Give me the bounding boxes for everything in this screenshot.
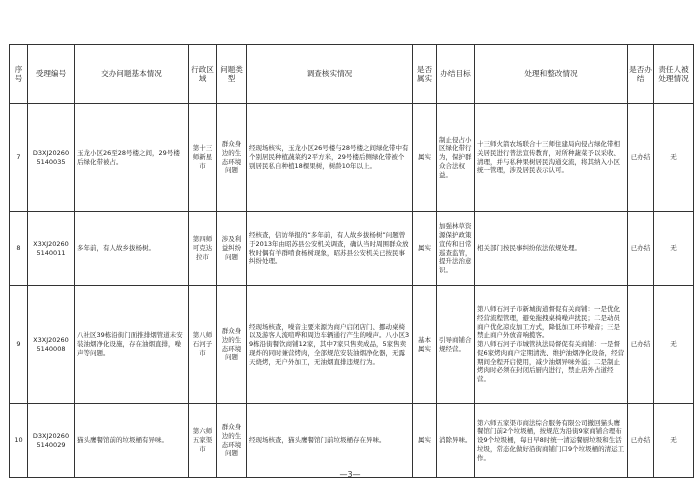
cell-responsible: 无 xyxy=(654,104,694,212)
cell-type: 群众身边的生态环境问题 xyxy=(217,104,247,212)
cell-true: 属实 xyxy=(413,104,437,212)
cell-type: 涉及利益纠纷问题 xyxy=(217,212,247,286)
cell-problem: 玉龙小区26至28号楼之间，29号楼后绿化带被占。 xyxy=(75,104,189,212)
cell-id: D3XJ20260 5140035 xyxy=(28,104,75,212)
header-seq: 序号 xyxy=(10,45,28,104)
cell-problem: 多年前，有人故乡拔杨树。 xyxy=(75,212,189,286)
cell-responsible: 无 xyxy=(654,212,694,286)
header-done: 是否办结 xyxy=(628,45,654,104)
cell-region: 第四师可克达拉市 xyxy=(189,212,217,286)
header-responsible: 责任人被处理情况 xyxy=(654,45,694,104)
cell-handling: 第六师五家渠市商法综合服务有限公司撤回猫头鹰餐馆门前2个垃圾桶，按规范为沿街9家商铺合理布设9个垃圾桶，每日早8时统一清运餐厨垃圾和生活垃圾，常态化做好沿街商铺门口9个垃圾桶的清运工作。 xyxy=(475,404,628,478)
cell-seq: 9 xyxy=(10,286,28,404)
cell-investigation: 经现场核查，噪音主要来源为商户启闭店门、挪动桌椅以及游客人流喧哗和周边车辆通行产生的噪声。八小区39栋沿街餐饮商铺12家，其中7家只售卖成品，5家售卖现炸的同时兼营烤肉，全部规范安装油烟净化器，无露天烧烤，无户外加工，无油烟直排违规行为。 xyxy=(247,286,413,404)
cell-done: 已办结 xyxy=(628,286,654,404)
cell-goal: 引导商铺合规经营。 xyxy=(437,286,475,404)
header-id: 受理编号 xyxy=(28,45,75,104)
cell-responsible: 无 xyxy=(654,404,694,478)
cell-investigation: 经核查，信访举报的“多年前，有人故乡拔杨树”问题曾于2013年由昭苏县公安机关调查，确认当时周围群众放牧时偶有羊群啃食杨树现象，昭苏县公安机关已按民事纠纷处理。 xyxy=(247,212,413,286)
table-row xyxy=(10,404,694,478)
header-problem: 交办问题基本情况 xyxy=(75,45,189,104)
cell-responsible: 无 xyxy=(654,286,694,404)
cell-handling: 相关部门按民事纠纷依法依规处理。 xyxy=(475,212,628,286)
page-number: —3— xyxy=(339,470,361,479)
header-handling: 处理和整改情况 xyxy=(475,45,628,104)
table-header-row xyxy=(10,45,694,104)
cell-seq: 7 xyxy=(10,104,28,212)
cell-type: 群众身边的生态环境问题 xyxy=(217,286,247,404)
cell-seq: 8 xyxy=(10,212,28,286)
cell-seq: 10 xyxy=(10,404,28,478)
cell-done: 已办结 xyxy=(628,212,654,286)
cell-id: D3XJ20260 5140029 xyxy=(28,404,75,478)
table-row xyxy=(10,212,694,286)
header-type: 问题类型 xyxy=(217,45,247,104)
cell-problem: 猫头鹰餐馆前的垃圾桶有异味。 xyxy=(75,404,189,478)
cell-type: 群众身边的生态环境问题 xyxy=(217,404,247,478)
cell-handling: 十三师火箭农场联合十三师住建局向侵占绿化带相关居民进行普法宣传教育，对所种蔬菜予以采收、清理，并与私种果树居民沟通交流，将其纳入小区统一管理，涉及居民表示认可。 xyxy=(475,104,628,212)
cell-true: 基本属实 xyxy=(413,286,437,404)
cell-investigation: 经现场核实，玉龙小区26号楼与28号楼之间绿化带中有个别居民种植蔬菜约2平方米，29号楼后侧绿化带被个别居民私自种植18棵果树，树龄10年以上。 xyxy=(247,104,413,212)
cell-done: 已办结 xyxy=(628,104,654,212)
header-region: 行政区域 xyxy=(189,45,217,104)
cell-id: X3XJ20260 5140008 xyxy=(28,286,75,404)
cell-id: X3XJ20260 5140011 xyxy=(28,212,75,286)
complaint-handling-table xyxy=(9,44,694,478)
cell-region: 第八师石河子市 xyxy=(189,286,217,404)
cell-investigation: 经现场核查，猫头鹰餐馆门前垃圾桶存在异味。 xyxy=(247,404,413,478)
cell-done: 已办结 xyxy=(628,404,654,478)
table-row xyxy=(10,286,694,404)
cell-goal: 加强林草资源保护政策宣传和日常巡查监管，提升法治意识。 xyxy=(437,212,475,286)
table-row xyxy=(10,104,694,212)
header-investigation: 调查核实情况 xyxy=(247,45,413,104)
cell-problem: 八社区39栋沿街门面推排烟管道未安装油烟净化设施，存在油烟直排，噪声等问题。 xyxy=(75,286,189,404)
cell-region: 第十三师新星市 xyxy=(189,104,217,212)
header-true: 是否属实 xyxy=(413,45,437,104)
cell-goal: 消除异味。 xyxy=(437,404,475,478)
cell-goal: 制止侵占小区绿化带行为，保护群众合法权益。 xyxy=(437,104,475,212)
cell-handling: 第八师石河子市新城街道督促有关商铺：一是优化经营流程管理，避免拖拽桌椅噪声扰民；二是动员商户优化凉皮加工方式，降低加工环节噪音；三是禁止商户外放音响揽客。 第八师石河子市城管执法局督促有关商铺：一是督促6家烤肉商户定期清洗、维护油烟净化设备，经营期间全程开启使用，减少油烟异味外溢；二是制止烤肉时必须在封闭后厨内进行，禁止店外占道经营。 xyxy=(475,286,628,404)
cell-region: 第六师五家渠市 xyxy=(189,404,217,478)
header-goal: 办结目标 xyxy=(437,45,475,104)
cell-true: 属实 xyxy=(413,404,437,478)
cell-true: 属实 xyxy=(413,212,437,286)
